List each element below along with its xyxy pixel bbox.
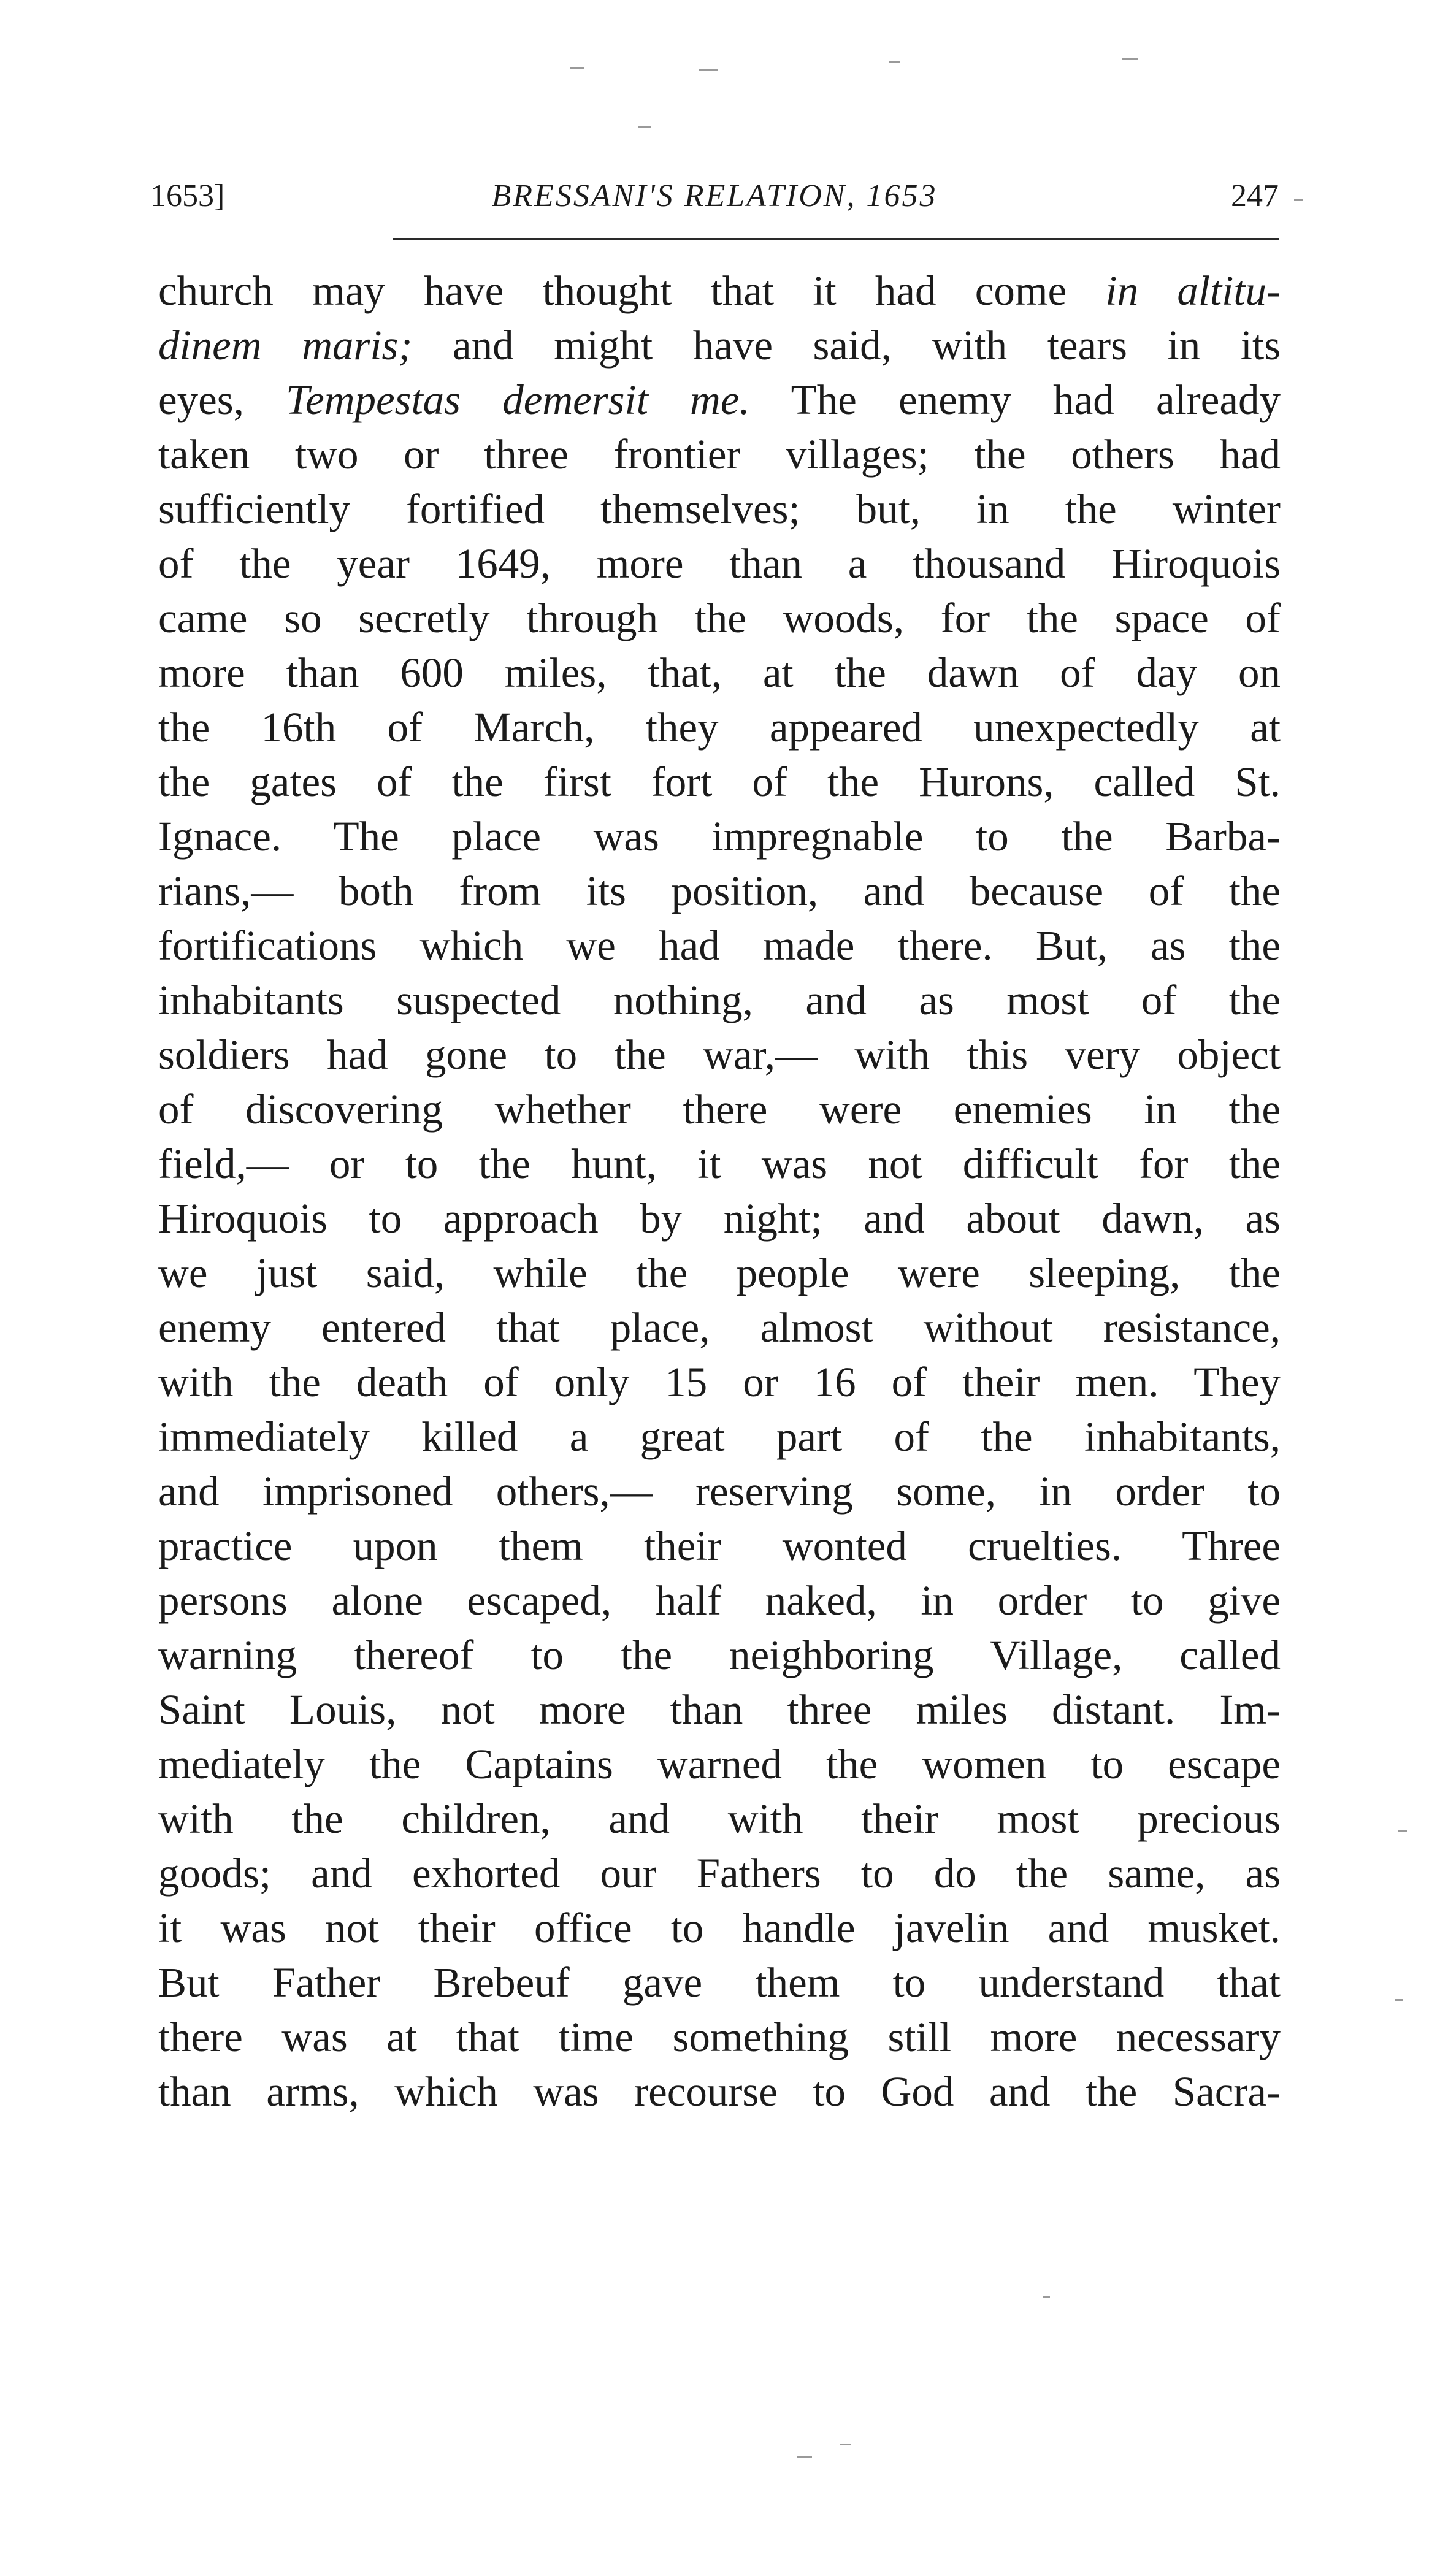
text-segment: we just said, while the people were sleeping, the [158, 1250, 1281, 1296]
header-title: BRESSANI'S RELATION, 1653 [491, 178, 938, 213]
text-line [158, 373, 1281, 427]
text-line [158, 1137, 1281, 1191]
page-number: 247 [1231, 178, 1279, 213]
text-line [158, 1519, 1281, 1573]
text-segment: Saint Louis, not more than three miles distant. Im- [158, 1686, 1281, 1733]
text-segment: came so secretly through the woods, for the space of [158, 595, 1281, 641]
text-line [158, 1628, 1281, 1683]
text-segment: persons alone escaped, half naked, in order to give [158, 1577, 1281, 1624]
text-line [158, 864, 1281, 919]
text-line [158, 1737, 1281, 1792]
text-line [158, 1410, 1281, 1464]
text-line [158, 700, 1281, 755]
text-line [158, 1573, 1281, 1628]
text-segment: immediately killed a great part of the inhabitants, [158, 1413, 1281, 1460]
text-segment: more than 600 miles, that, at the dawn of day on [158, 649, 1281, 696]
text-segment: But Father Brebeuf gave them to understand that [158, 1959, 1281, 2006]
text-segment: Ignace. The place was impregnable to the Barba- [158, 813, 1281, 860]
text-line [158, 1901, 1281, 1955]
text-segment: there was at that time something still more necessary [158, 2014, 1281, 2060]
text-segment: with the children, and with their most precious [158, 1795, 1281, 1842]
text-line [158, 537, 1281, 591]
text-line [158, 1955, 1281, 2010]
text-segment: goods; and exhorted our Fathers to do the same, as [158, 1850, 1281, 1897]
text-segment: Hiroquois to approach by night; and about dawn, as [158, 1195, 1281, 1242]
text-segment: practice upon them their wonted cruelties. Three [158, 1523, 1281, 1569]
text-line [158, 973, 1281, 1028]
text-line [158, 755, 1281, 809]
text-segment: The enemy had already [749, 376, 1281, 423]
text-segment: soldiers had gone to the war,— with this very object [158, 1031, 1281, 1078]
text-segment: enemy entered that place, almost without resistance, [158, 1304, 1281, 1351]
text-line [158, 1464, 1281, 1519]
text-segment: church may have thought that it had come [158, 267, 1106, 314]
text-segment: sufficiently fortified themselves; but, in the winter [158, 486, 1281, 532]
text-line [158, 2065, 1281, 2119]
text-line [158, 427, 1281, 482]
text-line [158, 1846, 1281, 1901]
text-segment: eyes, [158, 376, 286, 423]
text-line [158, 1683, 1281, 1737]
text-line [158, 1246, 1281, 1301]
text-segment: of the year 1649, more than a thousand Hiroquois [158, 540, 1281, 587]
text-line [158, 264, 1281, 318]
text-line [158, 809, 1281, 864]
text-line [158, 646, 1281, 700]
text-line [158, 1301, 1281, 1355]
text-line [158, 1191, 1281, 1246]
header-year: 1653] [150, 178, 225, 213]
italic-latin-phrase: dinem maris; [158, 322, 413, 369]
text-line [158, 1792, 1281, 1846]
text-segment: inhabitants suspected nothing, and as most of the [158, 977, 1281, 1023]
text-segment: than arms, which was recourse to God and the Sacra- [158, 2068, 1281, 2115]
italic-latin-phrase: in altitu- [1105, 267, 1281, 314]
text-line [158, 1355, 1281, 1410]
running-head [150, 172, 1279, 221]
text-line [158, 1082, 1281, 1137]
text-segment: it was not their office to handle javelin and musket. [158, 1905, 1281, 1951]
header-rule [393, 238, 1279, 240]
text-segment: and imprisoned others,— reserving some, in order to [158, 1468, 1281, 1515]
text-segment: rians,— both from its position, and because of the [158, 868, 1281, 914]
text-line [158, 482, 1281, 537]
text-segment: the 16th of March, they appeared unexpectedly at [158, 704, 1281, 751]
text-segment: of discovering whether there were enemies in the [158, 1086, 1281, 1133]
text-line [158, 1028, 1281, 1082]
text-line [158, 591, 1281, 646]
text-line [158, 2010, 1281, 2065]
text-segment: taken two or three frontier villages; the others had [158, 431, 1281, 478]
text-segment: the gates of the first fort of the Hurons, called St. [158, 759, 1281, 805]
text-line [158, 919, 1281, 973]
body-text [158, 264, 1281, 2119]
text-segment: field,— or to the hunt, it was not difficult for the [158, 1141, 1281, 1187]
text-segment: and might have said, with tears in its [412, 322, 1281, 369]
italic-latin-phrase: Tempestas demersit me. [286, 376, 750, 423]
text-segment: mediately the Captains warned the women to escape [158, 1741, 1281, 1787]
text-segment: with the death of only 15 or 16 of their men. They [158, 1359, 1281, 1405]
text-segment: fortifications which we had made there. But, as the [158, 922, 1281, 969]
text-segment: warning thereof to the neighboring Village, called [158, 1632, 1281, 1678]
text-line [158, 318, 1281, 373]
